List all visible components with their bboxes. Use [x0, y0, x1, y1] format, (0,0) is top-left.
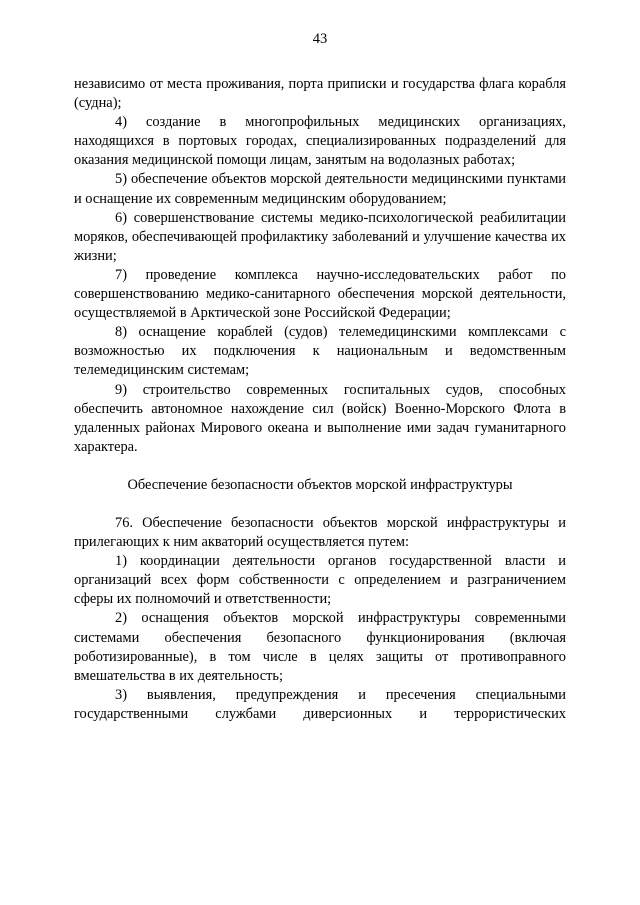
paragraph-item-3: 3) выявления, предупреждения и пресечения специальными государственными службами диверсионных и террористических [74, 686, 566, 722]
spacer [74, 495, 566, 514]
paragraph-item-7: 7) проведение комплекса научно-исследовательских работ по совершенствованию медико-санитарного обеспечения морской деятельности, осуществляемой в Арктической зоне Российской Федерации; [74, 266, 566, 322]
paragraph-item-5: 5) обеспечение объектов морской деятельности медицинскими пунктами и оснащение их современным медицинским оборудованием; [74, 171, 566, 207]
paragraph-item-1: 1) координации деятельности органов государственной власти и организаций всех форм собственности с определением и разграничением сферы их полномочий и ответственности; [74, 553, 566, 608]
paragraph-item-9: 9) строительство современных госпитальных судов, способных обеспечить автономное нахождение сил (войск) Военно-Морского Флота в удаленных районах Мирового океана и выполнение ими задач гуманитарного характера. [74, 381, 566, 455]
section-heading: Обеспечение безопасности объектов морской инфраструктуры [127, 476, 513, 493]
paragraph-76: 76. Обеспечение безопасности объектов морской инфраструктуры и прилегающих к ним акваторий осуществляется путем: [74, 514, 566, 551]
paragraph-item-2: 2) оснащения объектов морской инфраструктуры современными системами обеспечения безопасного функционирования (включая роботизированные), в том числе в целях защиты от противоправного вмешательства в их деятельность; [74, 610, 566, 684]
page-number: 43 [312, 31, 328, 47]
paragraph-continuation: независимо от места проживания, порта приписки и государства флага корабля (судна); [74, 76, 566, 112]
spacer [74, 457, 566, 476]
paragraph-item-6: 6) совершенствование системы медико-психологической реабилитации моряков, обеспечивающей профилактику заболеваний и улучшение качества их жизни; [74, 209, 566, 264]
paragraph-item-8: 8) оснащение кораблей (судов) телемедицинскими комплексами с возможностью их подключения к национальным и ведомственным телемедицинским системам; [74, 324, 566, 379]
document-body [74, 75, 566, 724]
paragraph-item-4: 4) создание в многопрофильных медицинских организациях, находящихся в портовых городах, специализированных подразделений для оказания медицинской помощи лицам, занятым на водолазных работах; [74, 114, 566, 169]
